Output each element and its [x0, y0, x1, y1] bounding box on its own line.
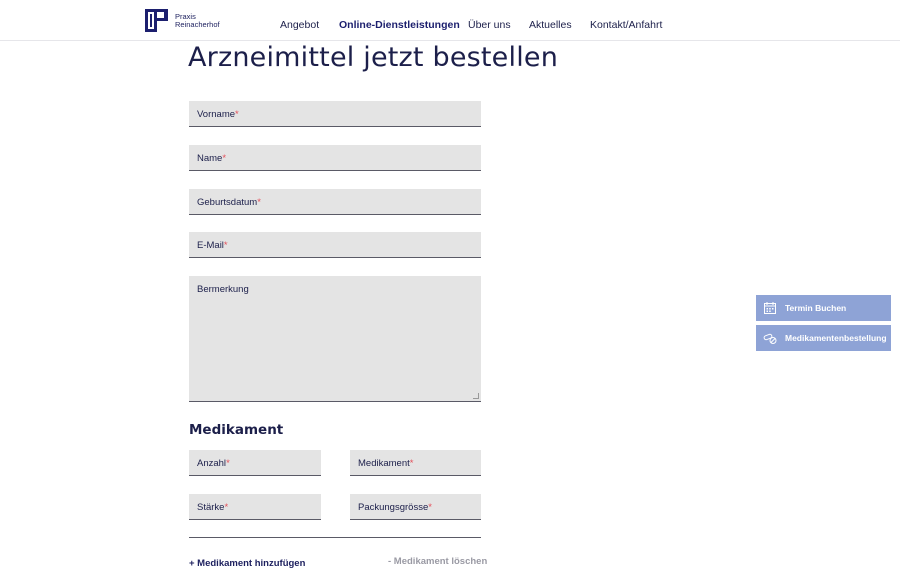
packungsgroesse-label: [358, 502, 432, 513]
vorname-label-text: Vorname: [197, 109, 236, 120]
geburtsdatum-field[interactable]: [189, 189, 481, 215]
geburtsdatum-label-text: Geburtsdatum: [197, 197, 258, 208]
email-field[interactable]: [189, 232, 481, 258]
medikament-section-title: Medikament: [189, 422, 284, 438]
site-header: [0, 0, 900, 41]
logo[interactable]: [143, 7, 233, 34]
required-mark: *: [222, 153, 227, 164]
required-mark: *: [226, 458, 230, 469]
vorname-field[interactable]: [189, 101, 481, 127]
name-label: [197, 153, 226, 164]
required-mark: *: [223, 240, 228, 251]
divider: [189, 537, 481, 538]
add-medikament-link[interactable]: + Medikament hinzufügen: [189, 558, 306, 569]
bemerkung-textarea[interactable]: [189, 276, 481, 401]
vorname-label: [197, 109, 239, 120]
nav-item-online-dienstleistungen[interactable]: Online-Dienstleistungen: [339, 19, 460, 31]
medikament-field[interactable]: [350, 450, 481, 476]
medikament-label-text: Medikament: [358, 458, 410, 469]
bemerkung-label: Bermerkung: [197, 284, 249, 295]
staerke-label-text: Stärke: [197, 502, 225, 513]
anzahl-label: [197, 458, 230, 469]
nav-item-ueber-uns[interactable]: Über uns: [468, 19, 511, 31]
email-label-text: E-Mail: [197, 240, 224, 251]
logo-text: [175, 13, 220, 29]
anzahl-label-text: Anzahl: [197, 458, 227, 469]
logo-icon: [143, 7, 170, 34]
bemerkung-field[interactable]: [189, 276, 481, 402]
nav-item-kontakt[interactable]: Kontakt/Anfahrt: [590, 19, 663, 31]
termin-buchen-label: Termin Buchen: [785, 303, 847, 313]
brand-line-1: Praxis: [175, 11, 196, 21]
medikamentenbestellung-label: Medikamentenbestellung: [785, 333, 887, 343]
email-label: [197, 240, 228, 251]
staerke-field[interactable]: [189, 494, 321, 520]
required-mark: *: [257, 197, 261, 208]
nav-item-angebot[interactable]: Angebot: [280, 19, 320, 31]
page-title: Arzneimittel jetzt bestellen: [188, 42, 559, 73]
name-field[interactable]: [189, 145, 481, 171]
required-mark: *: [409, 458, 414, 469]
medikamentenbestellung-button[interactable]: [756, 325, 891, 351]
packungsgroesse-label-text: Packungsgrösse: [358, 502, 429, 513]
staerke-label: [197, 502, 228, 513]
medikament-label: [358, 458, 413, 469]
required-mark: *: [224, 502, 229, 513]
packungsgroesse-field[interactable]: [350, 494, 481, 520]
brand-line-2: Reinacherhof: [175, 19, 220, 29]
geburtsdatum-label: [197, 197, 261, 208]
pills-icon: [763, 331, 777, 345]
resize-handle-icon[interactable]: [473, 393, 479, 399]
name-label-text: Name: [197, 153, 223, 164]
required-mark: *: [235, 109, 239, 120]
anzahl-field[interactable]: [189, 450, 321, 476]
remove-medikament-link[interactable]: - Medikament löschen: [388, 556, 488, 567]
required-mark: *: [428, 502, 432, 513]
termin-buchen-button[interactable]: [756, 295, 891, 321]
calendar-icon: [763, 301, 777, 315]
nav-item-aktuelles[interactable]: Aktuelles: [529, 19, 572, 31]
